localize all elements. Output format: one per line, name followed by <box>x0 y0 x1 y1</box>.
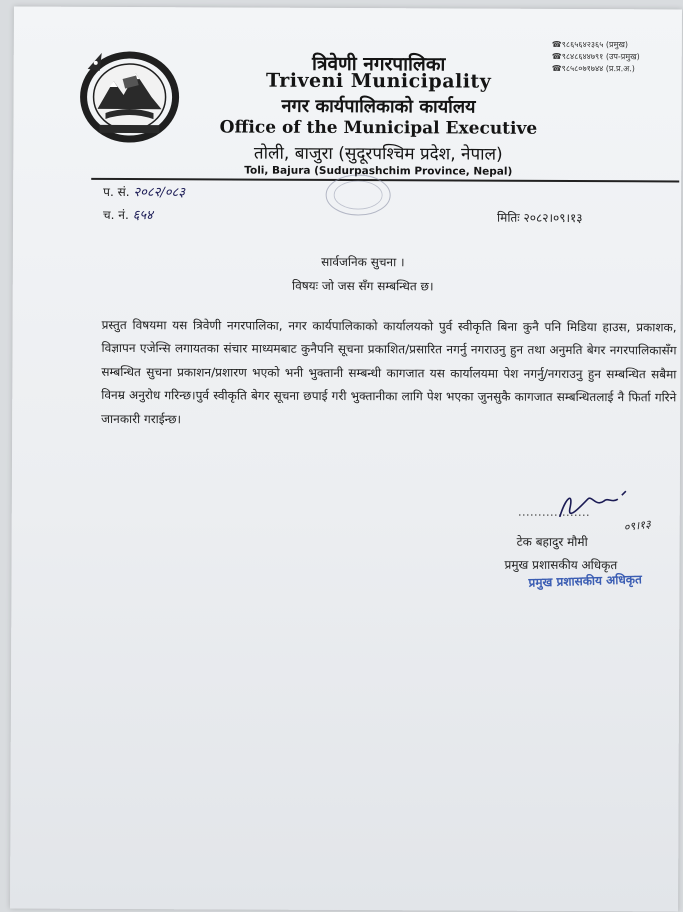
signatory-designation: प्रमुख प्रशासकीय अधिकृत <box>504 557 618 573</box>
contact-mayor: ☎९८६५६४२३६५ (प्रमुख) <box>551 39 629 50</box>
dispatch-number-label: च. नं. <box>103 207 129 223</box>
signatory-name: टेक बहादुर मौमी <box>516 534 588 550</box>
municipality-name-en: Triveni Municipality <box>265 69 492 93</box>
contact-cao: ☎९८५८०७१७४४ (प्र.प्र.अ.) <box>551 63 635 74</box>
signature-dots: ……………… <box>517 504 590 520</box>
notice-subject: विषयः जो जस सँग सम्बन्धित छ। <box>291 278 434 294</box>
dispatch-number-value: ६५४ <box>132 208 153 224</box>
dispatch-number-row <box>103 205 153 223</box>
address-np: तोली, बाजुरा (सुदूरपश्चिम प्रदेश, नेपाल) <box>253 143 503 165</box>
office-name-en: Office of the Municipal Executive <box>219 117 538 139</box>
municipality-name-np: त्रिवेणी नगरपालिका <box>312 52 446 76</box>
date-label: मितिः <box>497 210 520 225</box>
address-en: Toli, Bajura (Sudurpashchim Province, Nepal) <box>244 164 513 178</box>
date-value: २०८२।०९।१३ <box>523 210 583 226</box>
letter-number-row <box>103 182 185 200</box>
notice-title: सार्वजनिक सुचना । <box>321 254 405 270</box>
office-stamp-icon <box>323 172 393 218</box>
contact-deputy-mayor: ☎९८४८६४४७९१ (उप-प्रमुख) <box>551 51 640 62</box>
signature-date: ०९।१३ <box>622 517 652 535</box>
date-row <box>497 209 583 226</box>
letter-number-label: प. सं. <box>103 184 130 200</box>
letter-number-value: २०८२/०८३ <box>133 185 186 201</box>
contact-numbers <box>552 39 640 75</box>
notice-body <box>101 314 677 434</box>
document-page <box>10 7 682 912</box>
designation-stamp: प्रमुख प्रशासकीय अधिकृत <box>528 572 643 590</box>
notice-body-paragraph: प्रस्तुत विषयमा यस त्रिवेणी नगरपालिका, नगर कार्यपालिकाको कार्यालयको पुर्व स्वीकृति बिना कुनै पनि मिडिया हाउस, प्रकाशक, विज्ञापन एजेन्सि लगायतका संचार माध्यमबाट कुनैपनि सूचना प्रकाशित/प्रसारित नगर्नु नगराउनु हुन तथा अनुमति बेगर नगरपालिकासँग सम्बन्धित सुचना प्रकाशन/प्रशारण भएको भनी भुक्तानी सम्बन्धी कागजात यस कार्यालयमा पेश नगर्नु/नगराउनु हुन सम्बन्धित सबैमा विनम्र अनुरोध गरिन्छ।पुर्व स्वीकृति बेगर सूचना छपाई गरी भुक्तानीका लागि पेश भएका जुनसुकै कागजात सम्बन्धितलाई नै फिर्ता गरिने जानकारी गराईन्छ। <box>101 317 677 426</box>
municipal-emblem-icon <box>79 47 179 143</box>
office-name-np: नगर कार्यपालिकाको कार्यालय <box>281 95 476 118</box>
